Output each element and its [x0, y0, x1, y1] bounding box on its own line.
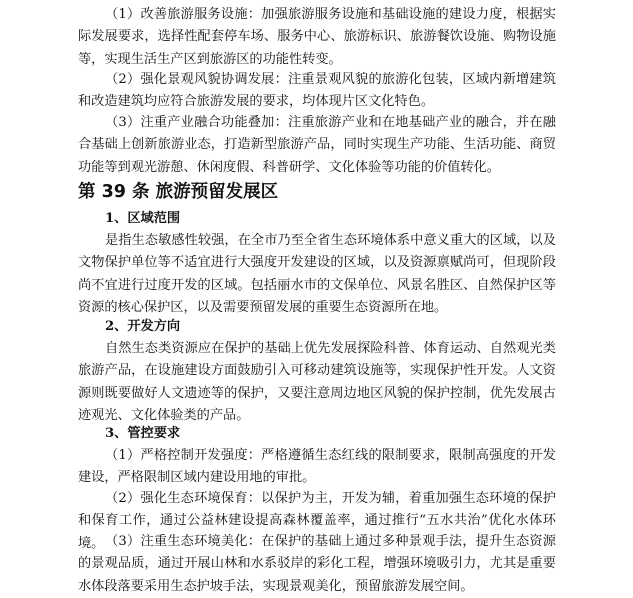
section-heading-scope: 1、区域范围 — [105, 211, 181, 226]
paragraph-control-conservation: （2）强化生态环境保育：以保护为主，开发为辅，着重加强生态环境的保护和保育工作，通过公益林建设提高森林覆盖率，通过推行“五水共治”优化水体环境。 — [78, 491, 556, 551]
section-heading-direction: 2、开发方向 — [105, 319, 181, 334]
paragraph-scope: 是指生态敏感性较强，在全市乃至全省生态环境体系中意义重大的区域，以及文物保护单位等不适宜进行大强度开发建设的区域，以及资源禀赋尚可，但现阶段尚不宜进行过度开发的区域。包括丽水市的文保单位、风景名胜区、自然保护区等资源的核心保护区，以及需要预留发展的重要生态资源所在地。 — [78, 233, 556, 315]
paragraph-industry-integration: （3）注重产业融合功能叠加：注重旅游产业和在地基础产业的融合，并在融合基础上创新旅游业态，打造新型旅游产品，同时实现生产功能、生活功能、商贸功能等到观光游憩、休闲度假、科普研学、文化体验等功能的价值转化。 — [78, 115, 556, 175]
paragraph-service-facilities: （1）改善旅游服务设施：加强旅游服务设施和基础设施的建设力度，根据实际发展要求，选择性配套停车场、服务中心、旅游标识、旅游餐饮设施、购物设施等，实现生活生产区到旅游区的功能性转变。 — [78, 7, 556, 67]
paragraph-direction: 自然生态类资源应在保护的基础上优先发展探险科普、体育运动、自然观光类旅游产品，在设施建设方面鼓励引入可移动建筑设施等，实现保护性开发。人文资源则既要做好人文遗迹等的保护，又要注意周边地区风貌的保护控制，优先发展古迹观光、文化体验类的产品。 — [78, 341, 556, 423]
paragraph-landscape-coordination: （2）强化景观风貌协调发展：注重景观风貌的旅游化包装，区域内新增建筑和改造建筑均应符合旅游发展的要求，均体现片区文化特色。 — [78, 72, 556, 110]
section-heading-control: 3、管控要求 — [105, 426, 181, 441]
article-title: 第 39 条 旅游预留发展区 — [78, 182, 279, 202]
paragraph-control-intensity: （1）严格控制开发强度：严格遵循生态红线的限制要求，限制高强度的开发建设，严格限制区域内建设用地的审批。 — [78, 448, 556, 486]
paragraph-control-beautification: （3）注重生态环境美化：在保护的基础上通过多种景观手法，提升生态资源的景观品质，通过开展山林和水系驳岸的彩化工程，增强环境吸引力，尤其是重要水体段落要采用生态护坡手法，实现景观美化，预留旅游发展空间。 — [78, 534, 556, 594]
